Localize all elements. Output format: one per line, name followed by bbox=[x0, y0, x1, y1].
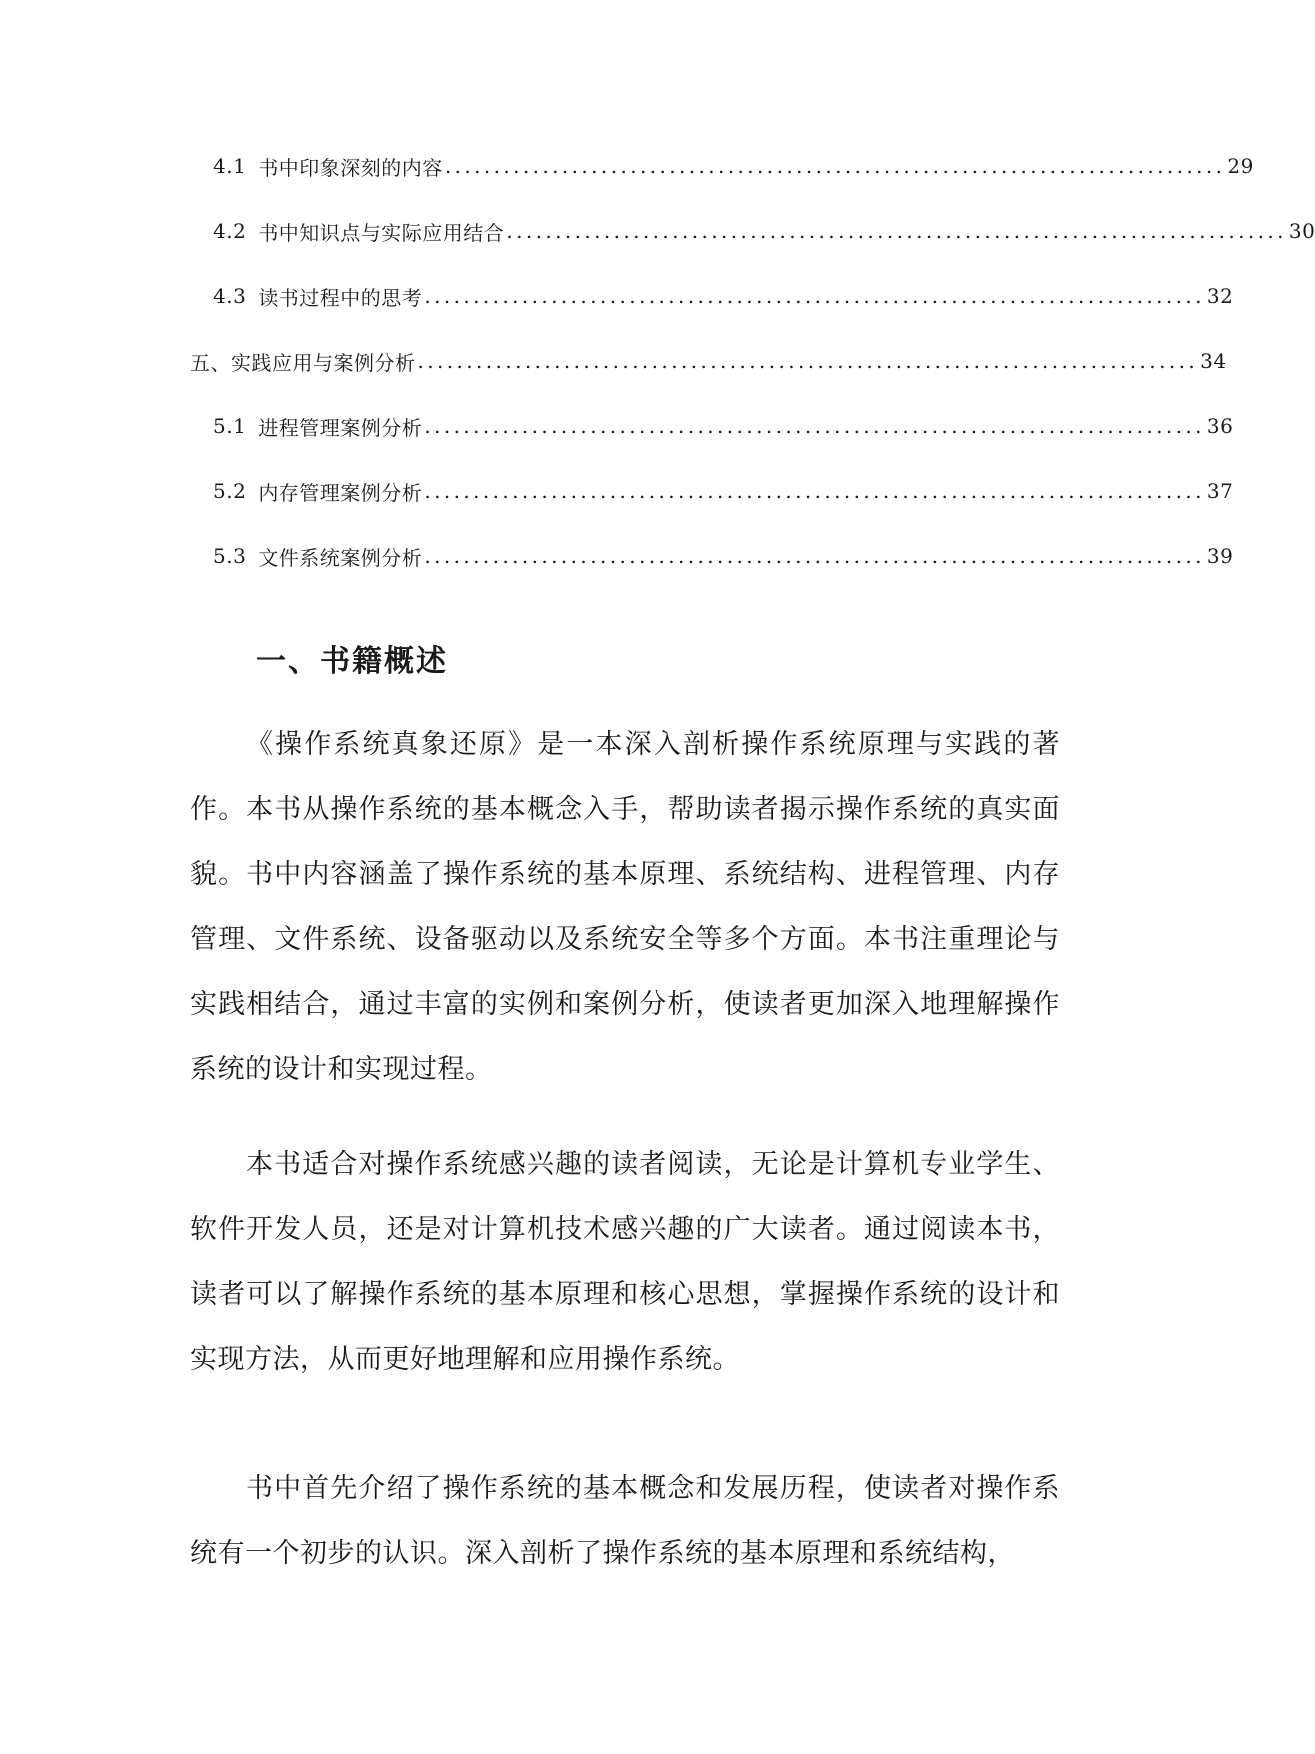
toc-entry-4-3[interactable] bbox=[213, 276, 1234, 316]
toc-leader-dots: ................................................................................ bbox=[424, 544, 1205, 568]
body-paragraph: 书中首先介绍了操作系统的基本概念和发展历程，使读者对操作系统有一个初步的认识。深入剖析了操作系统的基本原理和系统结构， bbox=[190, 1473, 1060, 1569]
toc-leader-dots: ................................................................................ bbox=[417, 349, 1199, 373]
toc-entry-title: 读书过程中的思考 bbox=[258, 285, 423, 310]
toc-entry-number: 4.2 bbox=[213, 219, 247, 243]
toc-entry-number: 5.1 bbox=[213, 414, 247, 438]
toc-entry-page: 34 bbox=[1200, 349, 1227, 373]
body-paragraph: 本书适合对操作系统感兴趣的读者阅读，无论是计算机专业学生、软件开发人员，还是对计算机技术感兴趣的广大读者。通过阅读本书，读者可以了解操作系统的基本原理和核心思想，掌握操作系统的设计和实现方法，从而更好地理解和应用操作系统。 bbox=[190, 1149, 1060, 1375]
toc-entry-number: 4.1 bbox=[213, 154, 247, 178]
toc-entry-page: 29 bbox=[1227, 154, 1254, 178]
toc-leader-dots: ................................................................................ bbox=[424, 284, 1205, 308]
toc-entry-number: 4.3 bbox=[213, 284, 247, 308]
toc-entry-title: 文件系统案例分析 bbox=[258, 545, 423, 570]
toc-leader-dots: ................................................................................ bbox=[424, 414, 1205, 438]
toc-entry-number: 5.2 bbox=[213, 479, 247, 503]
toc-entry-title: 书中印象深刻的内容 bbox=[258, 155, 443, 180]
toc-entry-5-2[interactable] bbox=[213, 471, 1234, 511]
toc-entry-page: 39 bbox=[1206, 544, 1234, 568]
toc-entry-chapter-5[interactable] bbox=[190, 341, 1227, 381]
toc-entry-5-3[interactable] bbox=[213, 536, 1234, 576]
toc-entry-4-1[interactable] bbox=[213, 146, 1254, 186]
section-heading: 一、书籍概述 bbox=[256, 644, 448, 679]
toc-entry-title: 五、实践应用与案例分析 bbox=[190, 350, 416, 375]
toc-leader-dots: ................................................................................ bbox=[424, 479, 1205, 503]
body-paragraph: 《操作系统真象还原》是一本深入剖析操作系统原理与实践的著作。本书从操作系统的基本概念入手，帮助读者揭示操作系统的真实面貌。书中内容涵盖了操作系统的基本原理、系统结构、进程管理、内存管理、文件系统、设备驱动以及系统安全等多个方面。本书注重理论与实践相结合，通过丰富的实例和案例分析，使读者更加深入地理解操作系统的设计和实现过程。 bbox=[190, 729, 1060, 1085]
toc-leader-dots: ................................................................................ bbox=[444, 154, 1226, 178]
toc-entry-page: 37 bbox=[1206, 479, 1234, 503]
toc-leader-dots: ................................................................................ bbox=[506, 219, 1287, 243]
toc-entry-title: 进程管理案例分析 bbox=[258, 415, 423, 440]
toc-entry-title: 内存管理案例分析 bbox=[258, 480, 423, 505]
toc-entry-4-2[interactable] bbox=[213, 211, 1315, 251]
toc-entry-number: 5.3 bbox=[213, 544, 247, 568]
toc-entry-page: 32 bbox=[1206, 284, 1234, 308]
toc-entry-page: 30 bbox=[1288, 219, 1315, 243]
toc-entry-5-1[interactable] bbox=[213, 406, 1234, 446]
toc-entry-title: 书中知识点与实际应用结合 bbox=[258, 220, 505, 245]
toc-entry-page: 36 bbox=[1206, 414, 1234, 438]
